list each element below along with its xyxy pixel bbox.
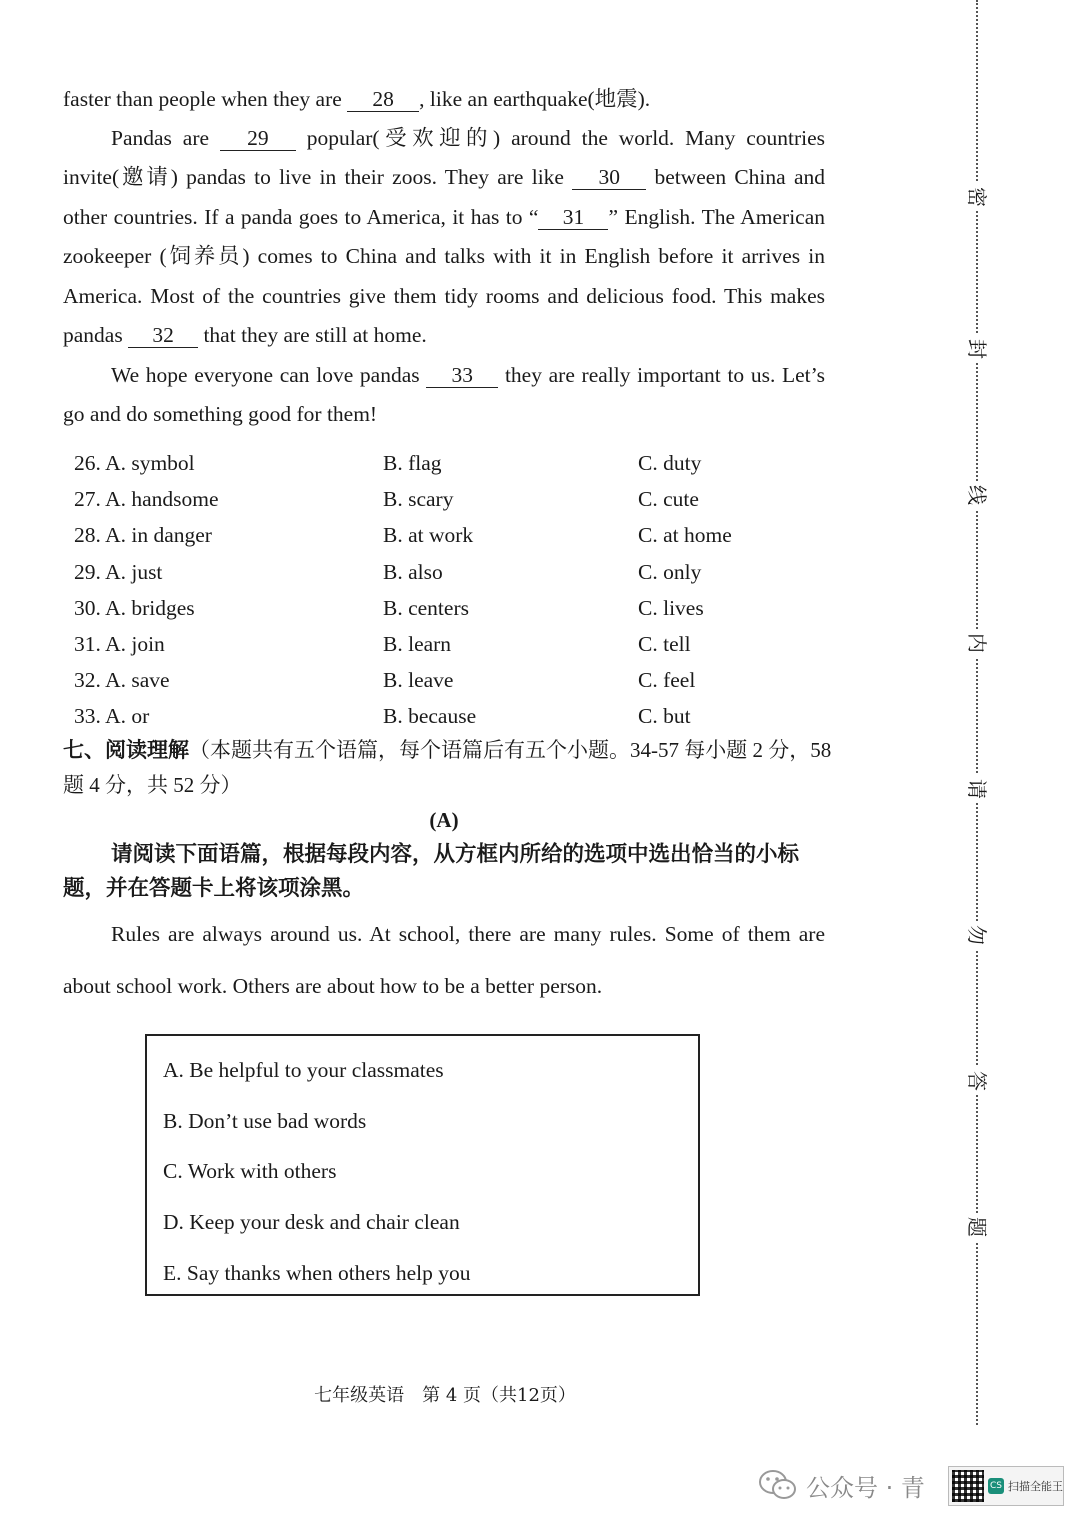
option-b: B. at work [383,523,474,548]
option-a: 30. A. bridges [74,595,195,620]
option-c: C. duty [638,451,702,475]
option-row [74,662,834,698]
option-c: C. cute [638,487,699,512]
passage-paragraph-3 [63,356,825,435]
blank-33: 33 [426,363,498,388]
part-a-intro: Rules are always around us. At school, there are many rules. Some of them are about school work. Others are about how to be a better person. [63,922,825,998]
option-c: C. feel [638,668,696,693]
option-a: 31. A. join [74,631,165,656]
option-row [74,481,834,517]
text: , like an earthquake(地震). [419,87,651,111]
text: they are really important to us. Let’s go and do something good for them! [63,363,825,427]
seal-char: 题 [964,1213,990,1241]
camscanner-logo-icon: CS [988,1478,1004,1494]
option-a: 26. A. symbol [74,451,195,475]
section-note: （本题共有五个语篇，每个语篇后有五个小题。34-57 每小题 2 分，58 题 4 分，共 52 分） [63,738,832,797]
option-c: C. only [638,559,702,584]
page-footer: 七年级英语 第 4 页（共12页） [314,1385,576,1406]
option-row [74,698,834,734]
scanner-badge-text: 扫描全能王 [1008,1480,1063,1493]
heading-option: D. Keep your desk and chair clean [163,1210,460,1234]
watermark [758,1460,925,1510]
section-7-heading [63,733,833,803]
blank-28: 28 [347,87,419,112]
scanner-badge [948,1466,1064,1506]
option-row [74,554,834,590]
seal-char: 线 [964,481,990,509]
text: that they are still at home. [198,323,427,348]
option-row [74,445,834,481]
text: We hope everyone can love pandas [111,363,427,387]
option-b: B. learn [383,631,452,656]
option-row [74,590,834,626]
option-b: B. flag [383,451,442,475]
option-b: B. scary [383,487,454,512]
option-a: 32. A. save [74,668,170,693]
part-a-label: (A) [429,808,459,832]
seal-char: 勿 [964,921,990,949]
qr-code-icon [952,1470,984,1502]
text: between China and other countries. If a panda goes to America, it has to “ [63,165,825,229]
option-b: B. because [383,704,477,729]
heading-option: A. Be helpful to your classmates [163,1058,444,1082]
option-c: C. lives [638,595,704,620]
passage-paragraph-2 [63,119,825,355]
option-b: B. centers [383,595,469,620]
seal-char: 请 [964,775,990,803]
part-a-instruction: 请阅读下面语篇，根据每段内容，从方框内所给的选项中选出恰当的小标题，并在答题卡上将该项涂黑。 [63,842,800,901]
heading-option: B. Don’t use bad words [163,1109,367,1133]
seal-char: 密 [964,183,990,211]
seal-char: 内 [964,629,990,657]
text: Pandas are [111,126,220,150]
text: popular(受欢迎的) around the world. Many countries invite(邀请) pandas to live in their zoos. They are like [63,126,826,190]
heading-option: C. Work with others [163,1159,337,1183]
option-a: 28. A. in danger [74,523,212,548]
blank-32: 32 [128,323,198,348]
blank-31: 31 [538,205,608,230]
option-c: C. tell [638,631,691,656]
passage-line-1 [63,80,825,119]
option-row [74,626,834,662]
option-c: C. but [638,704,691,729]
option-c: C. at home [638,523,732,548]
watermark-text: 公众号 · 青 [806,1473,925,1502]
option-a: 27. A. handsome [74,487,219,512]
answer-options [74,445,834,735]
option-a: 29. A. just [74,559,163,584]
blank-30: 30 [572,165,646,190]
seal-char: 答 [964,1067,990,1095]
text: faster than people when they are [63,87,348,111]
headings-box [145,1034,700,1296]
text: ” English. The American zookeeper (饲养员) comes to China and talks with it in English before it arrives in America. Most of the countries give them tidy rooms and delicious food. This makes pandas [63,204,825,348]
blank-29: 29 [220,126,296,151]
option-row [74,517,834,553]
seal-dotted-line [976,0,978,1425]
option-b: B. leave [383,668,454,693]
wechat-icon [758,1468,798,1502]
seal-char: 封 [964,335,990,363]
option-b: B. also [383,559,443,584]
heading-option: E. Say thanks when others help you [163,1261,471,1285]
section-title: 七、阅读理解 [63,738,189,762]
option-a: 33. A. or [74,704,150,729]
